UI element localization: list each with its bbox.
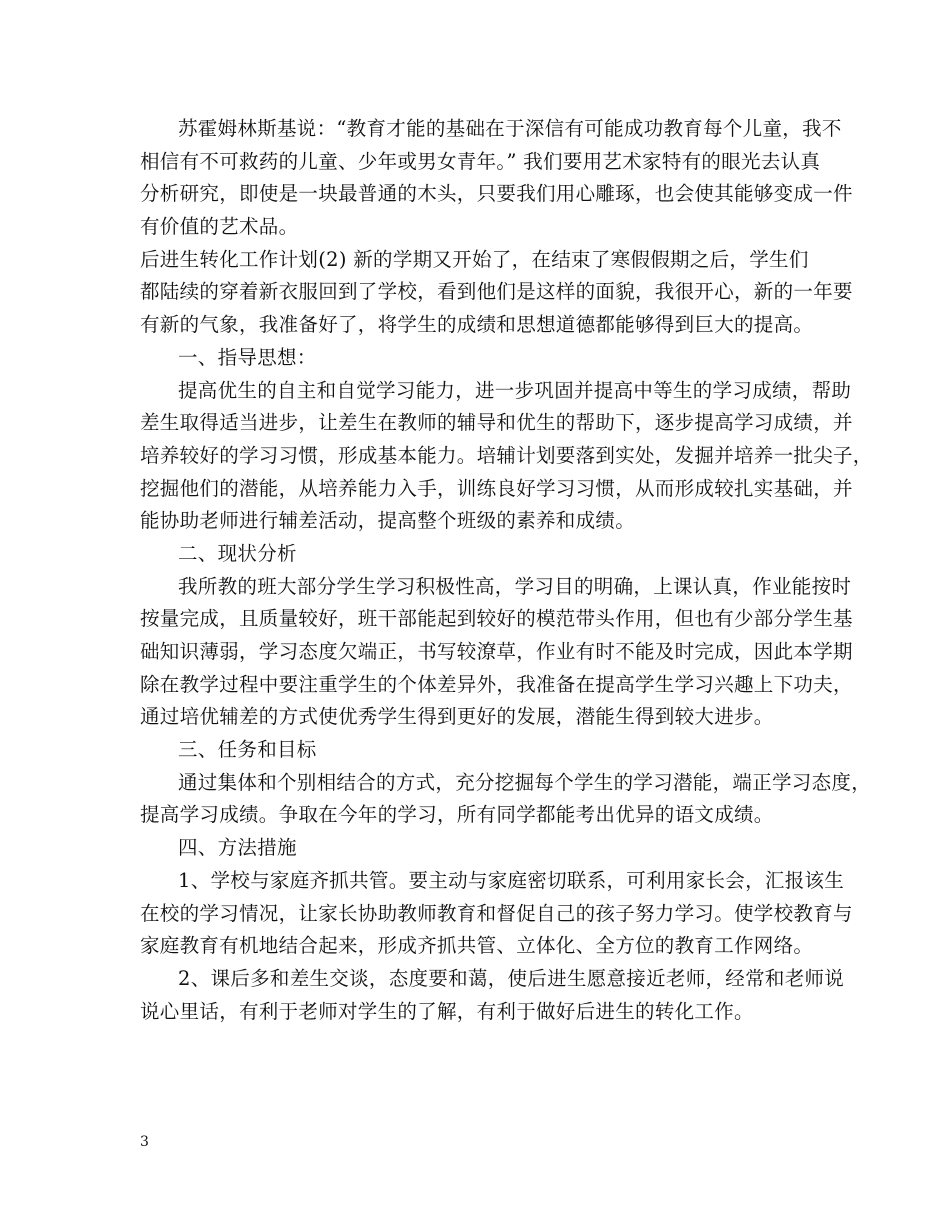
text-line: 相信有不可救药的儿童、少年或男女青年。” 我们要用艺术家特有的眼光去认真 xyxy=(140,149,821,173)
heading-methods: 四、方法措施 xyxy=(178,836,297,860)
text-line: 有新的气象，我准备好了，将学生的成绩和思想道德都能够得到巨大的提高。 xyxy=(140,313,814,337)
section-title-line: 后进生转化工作计划(2) 新的学期又开始了，在结束了寒假假期之后，学生们 xyxy=(140,247,809,271)
text-line: 提高学习成绩。争取在今年的学习，所有同学都能考出优异的语文成绩。 xyxy=(140,803,774,827)
text-line: 通过培优辅差的方式使优秀学生得到更好的发展，潜能生得到较大进步。 xyxy=(140,705,774,729)
heading-status-analysis: 二、现状分析 xyxy=(178,541,297,565)
text-line: 提高优生的自主和自觉学习能力，进一步巩固并提高中等生的学习成绩，帮助 xyxy=(178,378,852,402)
text-line: 挖掘他们的潜能，从培养能力入手，训练良好学习习惯，从而形成较扎实基础，并 xyxy=(140,476,853,500)
text-line: 按量完成，且质量较好，班干部能起到较好的模范带头作用，但也有少部分学生基 xyxy=(140,607,853,631)
text-line: 能协助老师进行辅差活动，提高整个班级的素养和成绩。 xyxy=(140,509,636,533)
text-line: 我所教的班大部分学生学习积极性高，学习目的明确，上课认真，作业能按时 xyxy=(178,574,852,598)
text-line: 除在教学过程中要注重学生的个体差异外，我准备在提高学生学习兴趣上下功夫， xyxy=(140,672,853,696)
text-line: 通过集体和个别相结合的方式，充分挖掘每个学生的学习潜能，端正学习态度， xyxy=(178,770,872,794)
heading-tasks-goals: 三、任务和目标 xyxy=(178,738,317,762)
heading-guiding-ideology: 一、指导思想： xyxy=(178,345,317,369)
document-body xyxy=(140,113,873,1028)
text-line: 培养较好的学习习惯，形成基本能力。培辅计划要落到实处，发掘并培养一批尖子， xyxy=(140,443,873,467)
text-line: 苏霍姆林斯基说：“教育才能的基础在于深信有可能成功教育每个儿童，我不 xyxy=(178,117,842,140)
text-line: 2、课后多和差生交谈，态度要和蔼，使后进生愿意接近老师，经常和老师说 xyxy=(178,966,845,990)
text-line: 分析研究，即使是一块最普通的木头，只要我们用心雕琢，也会使其能够变成一件 xyxy=(140,182,853,206)
text-line: 1、学校与家庭齐抓共管。要主动与家庭密切联系，可利用家长会，汇报该生 xyxy=(178,868,845,892)
text-line: 在校的学习情况，让家长协助教师教育和督促自己的孩子努力学习。使学校教育与 xyxy=(140,901,853,925)
text-line: 础知识薄弱，学习态度欠端正，书写较潦草，作业有时不能及时完成，因此本学期 xyxy=(140,640,853,663)
page-number: 3 xyxy=(140,1134,149,1150)
text-line: 家庭教育有机地结合起来，形成齐抓共管、立体化、全方位的教育工作网络。 xyxy=(140,934,814,958)
text-line: 有价值的艺术品。 xyxy=(140,215,299,239)
text-line: 差生取得适当进步，让差生在教师的辅导和优生的帮助下，逐步提高学习成绩，并 xyxy=(140,411,853,435)
text-line: 都陆续的穿着新衣服回到了学校，看到他们是这样的面貌，我很开心，新的一年要 xyxy=(140,280,853,304)
text-line: 说心里话，有利于老师对学生的了解，有利于做好后进生的转化工作。 xyxy=(140,999,754,1023)
